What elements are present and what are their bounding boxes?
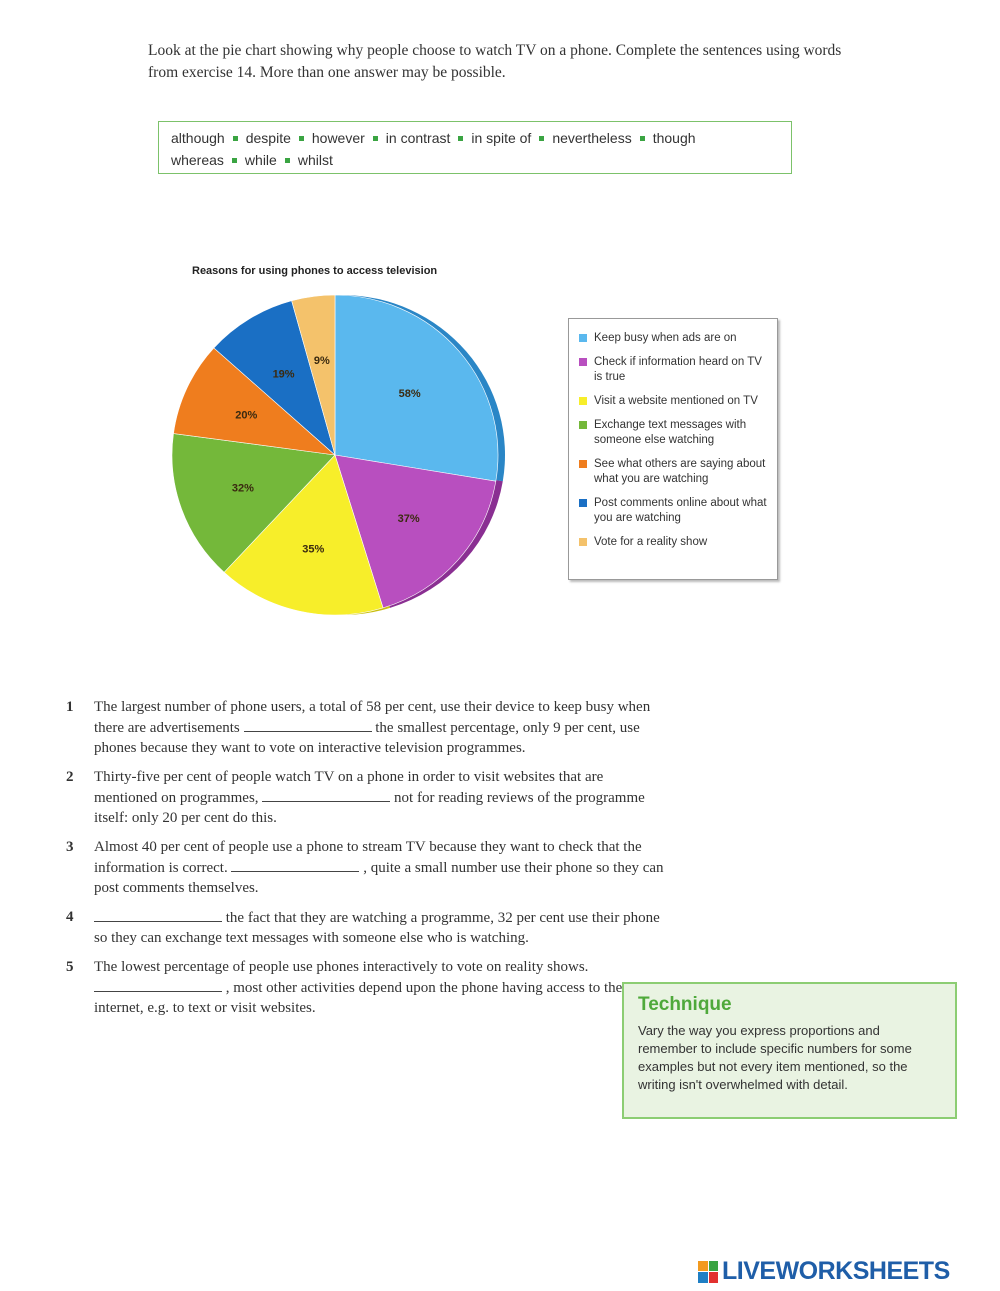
legend-item	[577, 394, 769, 409]
questions-list	[66, 697, 676, 1027]
question-text-after: the fact that they are watching a programme, 32 per cent use their phone so they can exchange text messages with someone else who is watching.	[94, 910, 660, 946]
slice-label: 37%	[397, 513, 420, 526]
question-item	[66, 697, 676, 758]
legend-label: Check if information heard on TV is true	[594, 356, 762, 383]
technique-title: Technique	[638, 994, 732, 1015]
legend-swatch	[579, 358, 587, 366]
question-number: 4	[66, 909, 74, 925]
answer-blank[interactable]	[244, 717, 372, 732]
question-item	[66, 767, 676, 828]
legend-label: Post comments online about what you are watching	[594, 497, 767, 524]
question-text	[94, 957, 670, 1018]
question-text	[94, 697, 670, 758]
answer-blank[interactable]	[231, 857, 359, 872]
question-text	[94, 907, 670, 948]
word-option: nevertheless	[552, 130, 632, 146]
question-number: 5	[66, 959, 74, 975]
legend-item	[577, 331, 769, 346]
chart-title: Reasons for using phones to access television	[192, 265, 438, 277]
logo-icon	[698, 1261, 718, 1283]
chart-legend	[568, 318, 778, 580]
legend-label: See what others are saying about what you are watching	[594, 458, 766, 485]
word-option: whilst	[297, 152, 333, 168]
question-item	[66, 957, 676, 1018]
legend-label: Vote for a reality show	[594, 536, 708, 548]
legend-swatch	[579, 538, 587, 546]
slice-label: 19%	[272, 368, 295, 381]
technique-box	[622, 982, 957, 1119]
legend-item	[577, 535, 769, 550]
word-option: despite	[245, 130, 291, 146]
word-option: though	[652, 130, 696, 146]
question-item	[66, 907, 676, 948]
word-option: although	[171, 130, 225, 146]
question-number: 3	[66, 839, 74, 855]
question-text-after: not for reading reviews of the programme itself: only 20 per cent do this.	[94, 790, 645, 826]
slice-label: 35%	[302, 543, 325, 556]
legend-swatch	[579, 499, 587, 507]
question-text	[94, 767, 670, 828]
question-text-before: The lowest percentage of people use phones interactively to vote on reality shows.	[94, 959, 589, 975]
question-text	[94, 837, 670, 898]
slice-label: 20%	[235, 409, 258, 422]
legend-item	[577, 418, 769, 448]
word-option: however	[311, 130, 365, 146]
question-item	[66, 837, 676, 898]
word-option: whereas	[171, 152, 224, 168]
legend-label: Visit a website mentioned on TV	[594, 395, 758, 407]
legend-swatch	[579, 334, 587, 342]
legend-swatch	[579, 460, 587, 468]
word-option: in spite of	[471, 130, 532, 146]
logo-text: LIVEWORKSHEETS	[722, 1257, 950, 1285]
answer-blank[interactable]	[94, 977, 222, 992]
legend-label: Exchange text messages with someone else watching	[594, 419, 747, 446]
slice-label: 32%	[231, 482, 254, 495]
question-text-after: , most other activities depend upon the phone having access to the internet, e.g. to text or visit websites.	[94, 980, 623, 1016]
legend-label: Keep busy when ads are on	[594, 332, 737, 344]
instructions-text: Look at the pie chart showing why people choose to watch TV on a phone. Complete the sentences using words from exercise 14. More than one answer may be possible.	[148, 42, 842, 81]
question-number: 2	[66, 769, 74, 785]
legend-item	[577, 457, 769, 487]
technique-body: Vary the way you express proportions and remember to include specific numbers for some examples but not every item mentioned, so the writing isn't overwhelmed with detail.	[638, 1023, 912, 1092]
legend-swatch	[579, 421, 587, 429]
question-number: 1	[66, 699, 74, 715]
question-text-before: Almost 40 per cent of people use a phone to stream TV because they want to check that the information is correct.	[94, 839, 642, 876]
legend-swatch	[579, 397, 587, 405]
word-option: while	[244, 152, 277, 168]
answer-blank[interactable]	[94, 907, 222, 922]
legend-item	[577, 496, 769, 526]
liveworksheets-logo	[698, 1257, 950, 1286]
answer-blank[interactable]	[262, 787, 390, 802]
slice-label: 9%	[313, 354, 330, 367]
question-text-before: Thirty-five per cent of people watch TV on a phone in order to visit websites that are mentioned on programmes,	[94, 769, 604, 806]
question-text-after: the smallest percentage, only 9 per cent, use phones because they want to vote on interactive television programmes.	[94, 720, 640, 756]
question-text-before: The largest number of phone users, a total of 58 per cent, use their device to keep busy when there are advertisements	[94, 699, 651, 736]
question-text-after: , quite a small number use their phone so they can post comments themselves.	[94, 860, 664, 896]
legend-item	[577, 355, 769, 385]
word-option: in contrast	[385, 130, 451, 146]
slice-label: 58%	[398, 387, 421, 400]
